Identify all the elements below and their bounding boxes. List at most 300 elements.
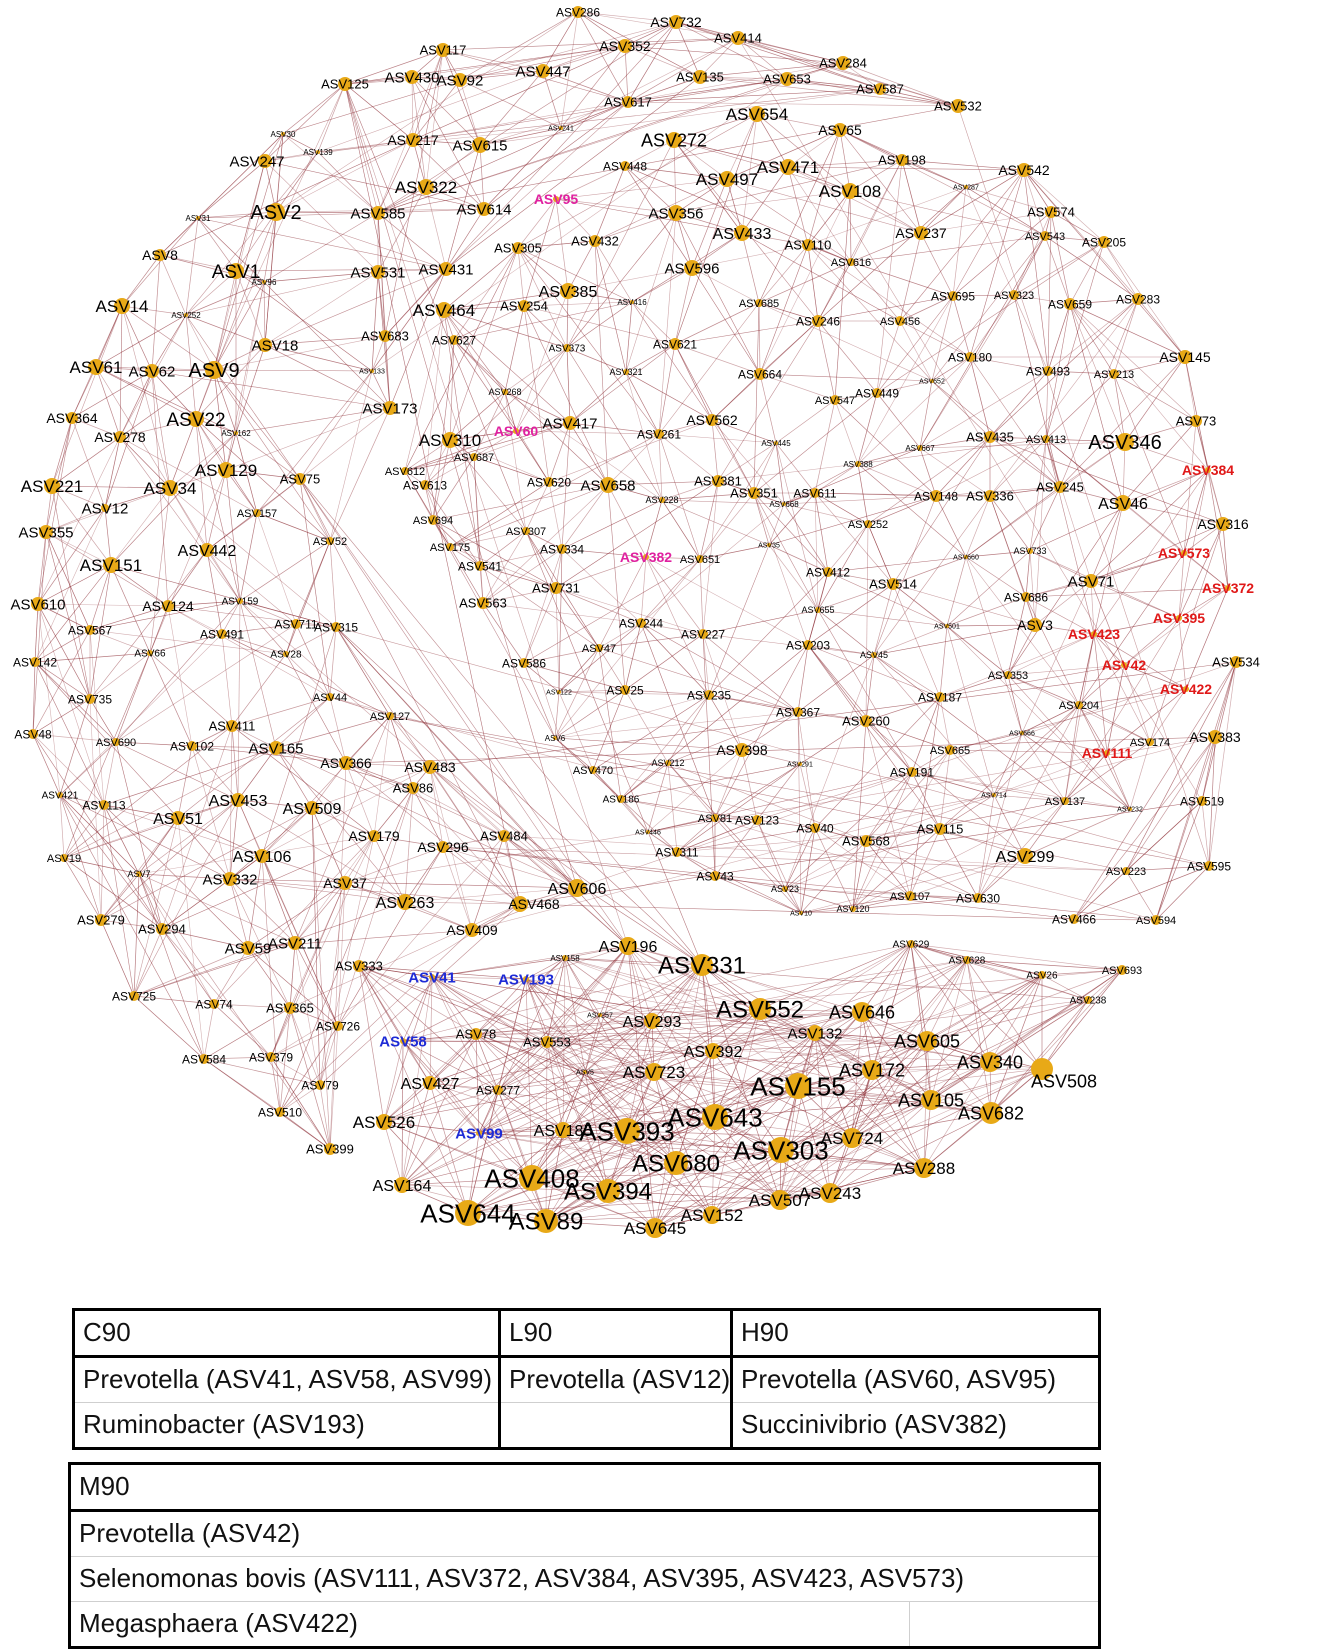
node-label-asv106: ASV106 [232, 848, 292, 866]
network-edge [757, 820, 785, 889]
network-edge [1060, 299, 1138, 487]
network-edge [648, 763, 668, 832]
network-edge [559, 692, 593, 770]
node-label-asv394: ASV394 [563, 1178, 653, 1206]
node-label-asv73: ASV73 [1175, 413, 1217, 429]
node-label-asv680: ASV680 [631, 1150, 721, 1178]
node-label-asv59: ASV59 [224, 940, 272, 958]
node-label-asv606: ASV606 [547, 880, 607, 898]
network-edge [1124, 588, 1228, 665]
node-label-asv305: ASV305 [494, 240, 542, 256]
node-label-asv6: ASV6 [544, 733, 566, 743]
node-label-asv179: ASV179 [348, 828, 400, 845]
node-label-asv534: ASV534 [1212, 654, 1260, 670]
network-edge [621, 763, 668, 799]
node-label-asv611: ASV611 [793, 486, 837, 501]
network-edge [330, 541, 336, 627]
network-edge [912, 697, 940, 772]
node-label-asv594: ASV594 [1135, 914, 1177, 927]
node-label-asv78: ASV78 [455, 1026, 497, 1042]
network-edge [372, 272, 378, 371]
node-label-asv585: ASV585 [350, 205, 406, 223]
network-edge [760, 374, 932, 381]
network-edge [850, 191, 851, 262]
network-edge [940, 665, 1124, 697]
network-edge [947, 551, 1030, 626]
network-edge [160, 134, 283, 255]
node-label-asv664: ASV664 [737, 367, 783, 382]
network-edge [1045, 236, 1070, 304]
network-edge [902, 160, 921, 233]
network-edge [426, 187, 446, 269]
node-label-asv574: ASV574 [1027, 204, 1075, 220]
node-label-asv299: ASV299 [995, 848, 1055, 866]
node-label-asv120: ASV120 [836, 904, 870, 915]
node-label-asv288: ASV288 [892, 1159, 956, 1179]
network-edge [742, 750, 757, 820]
network-edge [866, 841, 978, 898]
node-label-asv509: ASV509 [282, 800, 342, 818]
node-label-asv277: ASV277 [475, 1083, 521, 1098]
network-edge [1014, 212, 1051, 295]
network-edge [757, 764, 800, 820]
network-edge [336, 627, 702, 965]
node-label-asv735: ASV735 [67, 692, 113, 707]
node-label-asv543: ASV543 [1024, 230, 1066, 243]
node-label-asv252b: ASV252 [847, 518, 889, 531]
node-label-asv629: ASV629 [892, 939, 930, 951]
node-label-asv58: ASV58 [379, 1033, 427, 1051]
network-edge [818, 321, 835, 400]
node-label-asv151: ASV151 [79, 556, 143, 576]
node-label-asv568: ASV568 [842, 833, 890, 849]
network-edge [776, 443, 818, 610]
network-edge [921, 233, 953, 296]
network-edge [1014, 295, 1060, 487]
node-label-asv237: ASV237 [895, 225, 947, 242]
node-label-asv667: ASV667 [905, 443, 935, 453]
node-label-asv44: ASV44 [312, 691, 348, 704]
network-edge [214, 282, 264, 370]
network-edge [1022, 733, 1065, 801]
node-label-asv665: ASV665 [929, 744, 971, 757]
network-edge [990, 496, 1030, 551]
node-label-asv430: ASV430 [384, 69, 440, 87]
network-edge [345, 84, 378, 213]
network-edge [555, 738, 742, 750]
network-edge [990, 299, 1138, 496]
node-label-asv145: ASV145 [1159, 349, 1211, 366]
network-edge [518, 248, 524, 306]
node-label-asv547: ASV547 [814, 394, 856, 407]
node-label-asv9: ASV9 [188, 360, 240, 383]
node-label-asv139: ASV139 [303, 147, 333, 157]
network-edge [1042, 1000, 1088, 1069]
node-label-asv628: ASV628 [948, 955, 986, 967]
node-label-asv446: ASV446 [635, 829, 661, 837]
network-edge [936, 439, 1046, 496]
node-label-asv408: ASV408 [484, 1163, 580, 1194]
node-label-asv421: ASV421 [41, 790, 79, 802]
network-edge [700, 559, 703, 634]
node-label-asv142: ASV142 [12, 655, 58, 670]
network-edge [940, 626, 947, 697]
node-label-asv352: ASV352 [599, 38, 651, 55]
node-label-asv333: ASV333 [335, 958, 383, 974]
node-label-asv658: ASV658 [580, 477, 636, 495]
node-label-asv605: ASV605 [893, 1031, 961, 1052]
node-label-asv392: ASV392 [683, 1043, 743, 1061]
network-edge [818, 321, 877, 393]
node-label-asv232: ASV232 [1117, 806, 1143, 814]
node-label-asv356: ASV356 [648, 205, 704, 223]
node-label-asv28: ASV28 [270, 649, 302, 661]
node-label-asv228: ASV228 [645, 495, 679, 506]
network-edge [700, 493, 754, 559]
network-edge [556, 588, 559, 692]
network-edge [318, 84, 345, 152]
network-edge [330, 697, 346, 763]
node-label-asv316: ASV316 [1197, 516, 1249, 533]
legend-l90-row-2 [500, 1403, 732, 1449]
node-label-asv331: ASV331 [657, 952, 747, 980]
network-edge [33, 734, 60, 795]
network-edge [532, 1168, 924, 1178]
network-edge [595, 241, 608, 485]
network-edge [338, 847, 443, 1026]
network-edge [248, 856, 262, 948]
node-label-asv212: ASV212 [651, 758, 685, 769]
node-label-asv14: ASV14 [95, 297, 149, 317]
node-label-asv303: ASV303 [733, 1135, 829, 1166]
node-label-asv18: ASV18 [251, 337, 299, 355]
node-label-asv687: ASV687 [453, 451, 495, 464]
node-label-asv79: ASV79 [301, 1078, 339, 1093]
node-label-asv616: ASV616 [830, 256, 872, 269]
node-label-asv124: ASV124 [142, 598, 194, 615]
network-edge [646, 557, 808, 645]
node-label-asv630: ASV630 [955, 891, 1001, 906]
network-edge [1156, 866, 1209, 920]
network-edge [271, 1057, 280, 1112]
network-edge [932, 296, 953, 381]
network-edge [858, 393, 877, 464]
node-label-asv122: ASV122 [546, 689, 572, 697]
node-label-asv31: ASV31 [185, 213, 211, 223]
network-edge [211, 84, 345, 370]
network-edge [556, 481, 721, 588]
node-label-asv466: ASV466 [1051, 912, 1097, 927]
node-label-asv284: ASV284 [819, 55, 867, 71]
node-label-asv66: ASV66 [134, 648, 166, 660]
node-label-asv323: ASV323 [993, 289, 1035, 302]
node-label-asv621: ASV621 [652, 337, 698, 352]
network-edge [443, 847, 472, 930]
legend-m90-row-1: Prevotella (ASV42) [70, 1511, 1100, 1557]
node-label-asv508: ASV508 [1030, 1071, 1098, 1092]
network-edge [994, 795, 1025, 856]
network-edge [947, 557, 966, 626]
node-label-asv278: ASV278 [94, 429, 146, 446]
network-edge [953, 212, 1051, 296]
node-label-asv445: ASV445 [761, 438, 791, 448]
node-label-asv379: ASV379 [248, 1050, 294, 1065]
network-edge [280, 1026, 338, 1112]
node-label-asv48: ASV48 [14, 727, 52, 742]
network-edge [641, 559, 700, 623]
node-label-asv685: ASV685 [738, 297, 780, 310]
node-label-asv61: ASV61 [69, 358, 123, 378]
node-label-asv137: ASV137 [1044, 795, 1086, 808]
node-label-asv198: ASV198 [878, 152, 926, 168]
node-label-asv123: ASV123 [734, 813, 780, 828]
node-label-asv30: ASV30 [270, 129, 296, 139]
node-label-asv41: ASV41 [408, 969, 456, 987]
network-edge [947, 626, 1008, 675]
network-edge [405, 847, 443, 902]
network-edge [835, 191, 850, 400]
node-label-asv620: ASV620 [526, 475, 572, 490]
network-edge [162, 929, 214, 1004]
node-label-asv252: ASV252 [171, 310, 201, 320]
node-label-asv724: ASV724 [820, 1129, 884, 1149]
node-label-asv552: ASV552 [715, 996, 805, 1024]
node-label-asv180: ASV180 [947, 350, 993, 365]
node-label-asv383: ASV383 [1189, 729, 1241, 746]
network-edge [101, 920, 134, 996]
node-label-asv127: ASV127 [369, 710, 411, 723]
legend-c90-row-1: Prevotella (ASV41, ASV58, ASV99) [74, 1357, 500, 1403]
network-edge [330, 627, 336, 697]
node-label-asv102: ASV102 [169, 739, 215, 754]
node-label-asv355: ASV355 [18, 524, 74, 542]
node-label-asv173: ASV173 [362, 400, 418, 418]
network-edge [754, 303, 759, 493]
node-label-asv7: ASV7 [127, 869, 151, 880]
network-edge [757, 820, 801, 913]
node-label-asv310: ASV310 [418, 431, 482, 451]
network-edge [851, 236, 1045, 262]
node-label-asv453: ASV453 [208, 792, 268, 810]
network-edge [524, 663, 555, 738]
network-edge [232, 726, 238, 800]
node-label-asv47: ASV47 [581, 642, 617, 655]
node-label-asv366: ASV366 [320, 755, 372, 772]
network-edge [236, 345, 265, 433]
node-label-asv532: ASV532 [934, 98, 982, 114]
node-label-asv423: ASV423 [1067, 626, 1121, 643]
node-label-asv432: ASV432 [571, 233, 619, 249]
network-edge [936, 437, 990, 496]
node-label-asv447: ASV447 [515, 63, 571, 81]
node-label-asv562: ASV562 [686, 412, 738, 429]
network-edge [286, 541, 330, 654]
legend-table-m90 [68, 1462, 1101, 1649]
node-label-asv46: ASV46 [1098, 495, 1148, 513]
network-edge [595, 241, 632, 302]
network-edge [196, 419, 240, 601]
network-edge [940, 697, 950, 750]
network-edge [990, 371, 1048, 437]
node-label-asv125: ASV125 [321, 76, 369, 92]
network-edge [759, 245, 808, 303]
node-label-asv3: ASV3 [1017, 617, 1053, 634]
node-label-asv584: ASV584 [181, 1052, 227, 1067]
network-edge [90, 630, 286, 654]
node-label-asv5: ASV5 [576, 1069, 594, 1077]
node-label-asv501: ASV501 [934, 623, 960, 631]
node-label-asv346: ASV346 [1088, 432, 1162, 455]
node-label-asv235: ASV235 [686, 688, 732, 703]
node-label-asv162: ASV162 [221, 428, 251, 438]
node-label-asv541: ASV541 [457, 559, 503, 574]
network-edge [476, 958, 565, 1034]
network-edge [33, 630, 90, 734]
network-edge [659, 344, 675, 434]
node-label-asv111: ASV111 [1081, 745, 1133, 762]
network-edge [101, 805, 104, 920]
network-edge [1014, 295, 1048, 371]
node-label-asv381: ASV381 [694, 473, 742, 489]
node-label-asv654: ASV654 [725, 105, 789, 125]
node-label-asv612: ASV612 [384, 465, 426, 478]
network-edge [214, 336, 385, 370]
node-label-asv645: ASV645 [623, 1219, 687, 1239]
node-label-asv733: ASV733 [1013, 546, 1047, 557]
network-edge [1179, 618, 1186, 689]
node-label-asv732: ASV732 [650, 14, 702, 31]
network-edge [320, 1026, 338, 1085]
node-label-asv99: ASV99 [455, 1125, 503, 1143]
node-label-asv211: ASV211 [268, 935, 322, 953]
network-edge [641, 557, 646, 623]
network-edge [715, 818, 801, 913]
node-label-asv660: ASV660 [953, 554, 979, 562]
node-label-asv135: ASV135 [676, 69, 724, 85]
node-label-asv95: ASV95 [533, 191, 579, 208]
node-label-asv261: ASV261 [636, 427, 682, 442]
node-label-asv35: ASV35 [758, 542, 780, 550]
node-label-asv191: ASV191 [889, 765, 935, 780]
node-label-asv409: ASV409 [446, 922, 498, 939]
network-edge [815, 493, 990, 496]
network-edge [757, 772, 912, 820]
node-label-asv263: ASV263 [375, 894, 435, 912]
node-label-asv132: ASV132 [787, 1025, 843, 1043]
node-label-asv695: ASV695 [930, 289, 976, 304]
network-edge [1065, 634, 1094, 801]
node-label-asv133: ASV133 [359, 368, 385, 376]
network-edge [709, 572, 831, 695]
node-label-asv413: ASV413 [1025, 433, 1067, 446]
network-edge [204, 1059, 330, 1149]
network-edge [134, 818, 178, 996]
node-label-asv497: ASV497 [695, 170, 759, 190]
node-label-asv372: ASV372 [1201, 580, 1255, 597]
network-edge [52, 486, 90, 699]
node-label-asv159: ASV159 [221, 596, 259, 608]
network-edge [204, 1004, 214, 1059]
node-label-asv731: ASV731 [532, 580, 580, 596]
network-edge [760, 374, 776, 443]
node-label-asv52: ASV52 [312, 535, 348, 548]
node-label-asv553: ASV553 [523, 1034, 571, 1050]
node-label-asv217: ASV217 [387, 132, 439, 149]
node-label-asv293: ASV293 [622, 1013, 682, 1031]
node-label-asv294: ASV294 [138, 921, 186, 937]
network-edge [1048, 304, 1070, 371]
node-label-asv373: ASV373 [548, 343, 586, 355]
node-label-asv43: ASV43 [696, 869, 734, 884]
legend-header-m90: M90 [70, 1464, 1100, 1511]
node-label-asv384: ASV384 [1181, 462, 1235, 479]
node-label-asv108: ASV108 [818, 182, 882, 202]
node-label-asv86: ASV86 [392, 780, 434, 796]
node-label-asv385: ASV385 [538, 283, 598, 301]
node-label-asv37: ASV37 [323, 875, 367, 892]
node-label-asv213: ASV213 [1093, 368, 1135, 381]
legend-h90-row-1: Prevotella (ASV60, ASV95) [732, 1357, 1100, 1403]
network-edge [738, 38, 1202, 801]
network-edge [851, 262, 900, 321]
node-label-asv573: ASV573 [1157, 545, 1211, 562]
node-label-asv307: ASV307 [505, 525, 547, 538]
node-label-asv507: ASV507 [748, 1191, 812, 1211]
node-label-asv690: ASV690 [95, 736, 137, 749]
network-edge [38, 604, 60, 795]
network-edge [1074, 737, 1215, 919]
node-label-asv653: ASV653 [763, 71, 811, 87]
node-label-asv113: ASV113 [82, 798, 126, 813]
legend-header-l90: L90 [500, 1310, 732, 1357]
node-label-asv596: ASV596 [664, 260, 720, 278]
node-label-asv110: ASV110 [784, 237, 832, 253]
network-edge [472, 836, 504, 930]
network-edge [659, 213, 676, 434]
network-edge [1046, 374, 1114, 439]
network-edge [1024, 170, 1185, 357]
network-edge [232, 654, 286, 726]
node-label-asv433: ASV433 [712, 225, 772, 243]
network-edge [33, 532, 46, 734]
network-edge [756, 130, 840, 303]
network-edge [911, 944, 1122, 970]
network-edge [374, 716, 390, 836]
node-label-asv1: ASV1 [211, 261, 261, 283]
node-label-asv40: ASV40 [796, 821, 834, 836]
node-label-asv71: ASV71 [1067, 573, 1115, 591]
network-edge [655, 965, 702, 1228]
network-edge [692, 268, 760, 374]
node-label-asv321: ASV321 [609, 367, 643, 378]
network-edge [46, 418, 72, 532]
node-label-asv223: ASV223 [1105, 865, 1147, 878]
node-label-asv694: ASV694 [412, 514, 454, 527]
node-label-asv332: ASV332 [202, 871, 258, 889]
node-label-asv148: ASV148 [913, 489, 959, 504]
node-label-asv388: ASV388 [843, 459, 873, 469]
network-edge [628, 102, 958, 106]
node-label-asv268: ASV268 [488, 387, 522, 398]
node-label-asv129: ASV129 [194, 461, 258, 481]
network-edge [178, 746, 192, 818]
node-label-asv286: ASV286 [555, 5, 601, 20]
network-edge [116, 624, 296, 742]
network-edge [994, 705, 1079, 795]
network-edge [214, 271, 236, 370]
node-label-asv45: ASV45 [859, 650, 889, 661]
network-edge [1008, 597, 1026, 675]
